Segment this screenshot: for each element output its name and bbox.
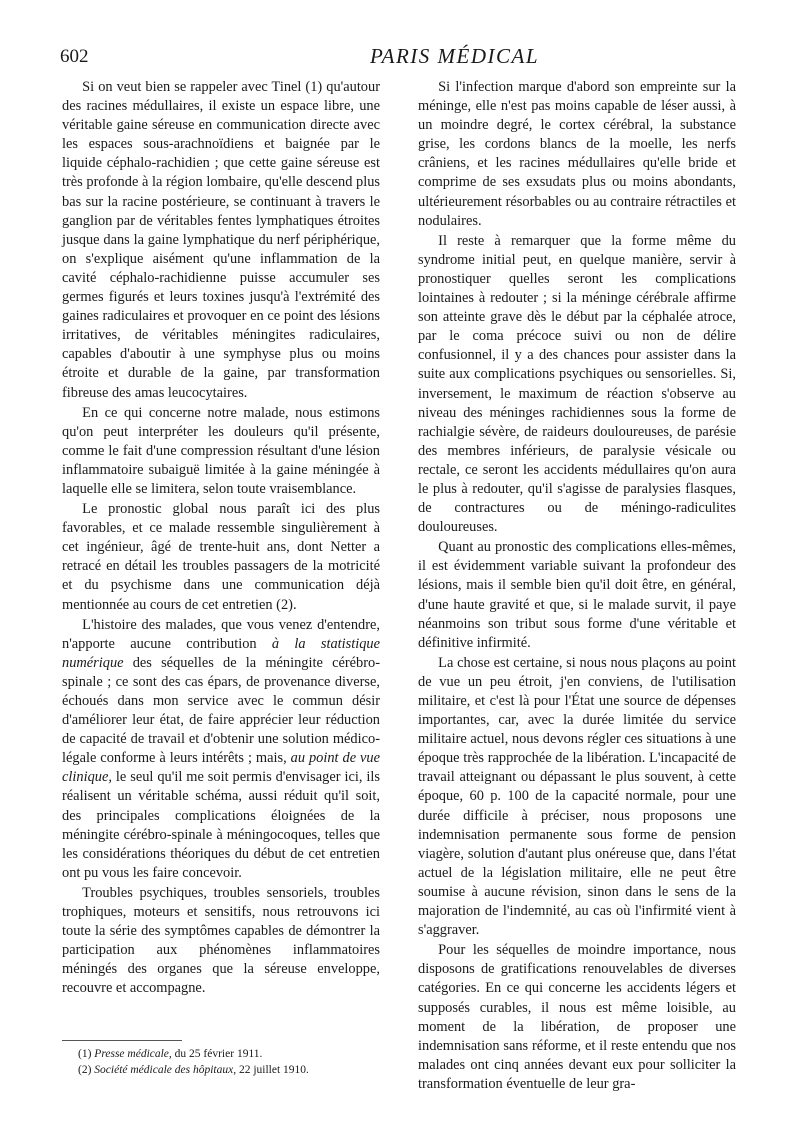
footnote-number: (2) [78,1064,92,1076]
footnote-date: 22 juillet 1910. [236,1064,309,1076]
footnotes [78,1046,378,1078]
paragraph [62,616,380,883]
footnote-divider [62,1040,182,1041]
footnote-date: du 25 février 1911. [171,1048,263,1060]
italic-phrase: au point de vue clinique, [62,750,380,786]
footnote-source: Presse médicale, [94,1048,172,1060]
page-header [60,40,740,70]
paragraph: Si on veut bien se rappeler avec Tinel (1) qu'autour des racines médullaires, il existe un espace libre, une véritable gaine séreuse en communication directe avec les espaces sous-arachnoïdiens et baignée par le liquide céphalo-rachidien ; que cette gaine séreuse est très profonde à la région lombaire, qu'elle descend plus bas sur la racine postérieure, se continuant à travers le ganglion par de véritables fentes lymphatiques étroites jusque dans la gaine lymphatique du nerf périphérique, on s'explique aisément qu'une inflammation de la cavité céphalo-rachidienne puisse accumuler ses germes figurés et leurs toxines jusqu'à l'extrémité des gaines radiculaires et provoquer en ce point des lésions irritatives, de véritables méningites radiculaires, capables d'aboutir à une symphyse plus ou moins étroite et durable de la gaine, par transformation fibreuse des amas leucocytaires. [62,79,380,401]
text-run: le seul qu'il me soit permis d'envisager ici, ils réalisent un véritable schéma, aussi réduit qu'il soit, des principales complications éloignées de la méningite cérébro-spinale à méningocoques, telles que les considérations théoriques du début de cet entretien ont pu vous les faire concevoir. [62,769,380,881]
footnote [78,1046,378,1062]
italic-phrase: à la statistique numérique [62,635,381,671]
footnote [78,1062,378,1078]
text-run: des séquelles de la méningite cérébro-spinale ; ce sont des cas épars, de provenance diverse, échoués dans mon service avec le commun désir d'améliorer leur état, de faire apprécier leur réduction de capacité de travail et d'obtenir une solution médico-légale conforme à leurs intérêts ; mais, [62,654,380,767]
footnote-number: (1) [78,1048,92,1060]
paragraph: La chose est certaine, si nous nous plaçons au point de vue un peu étroit, j'en conviens, de l'utilisation militaire, et c'est là pour l'État une source de dépenses importantes, car, avec la durée limitée du service militaire actuel, nous devons régler ces situations à une époque très rapprochée de la libération. L'incapacité de travail atteignant ou dépassant le plus souvent, à cette époque, 60 p. 100 de la capacité normale, pour une durée difficile à préciser, nous proposons une indemnisation permanente sous forme de pension viagère, solution d'autant plus onéreuse que, dans l'état actuel de la législation militaire, elle ne peut être soumise à aucune révision, sinon dans le sens de la majoration de l'indemnité, au cas où l'infirmité vient à s'aggraver. [418,654,736,939]
page-number: 602 [60,46,89,67]
paragraph: Troubles psychiques, troubles sensoriels, troubles trophiques, moteurs et sensitifs, nous retrouvons ici toute la série des symptômes capables de démontrer la participation aux phénomènes inflammatoires méningés des organes que la séreuse enveloppe, recouvre et accompagne. [62,884,380,997]
paragraph: En ce qui concerne notre malade, nous estimons qu'on peut interpréter les douleurs qu'il présente, comme le fait d'une compression résultant d'une lésion inflammatoire subaiguë limitée à la gaine méningée à laquelle elle se limitera, selon toute vraisemblance. [62,404,380,497]
paragraph: Pour les séquelles de moindre importance, nous disposons de gratifications renouvelables de diverses catégories. En ce qui concerne les accidents légers et supposés curables, il nous est même loisible, au moment de la libération, de proposer une indemnisation sans réforme, et il reste entendu que nos malades ont cinq années devant eux pour solliciter la transformation éventuelle de leur gra- [418,942,736,1092]
paragraph: Le pronostic global nous paraît ici des plus favorables, et ce malade ressemble singulièrement à cet ingénieur, âgé de trente-huit ans, dont Netter a retracé en détail les troubles passagers de la motricité et du psychisme dans une communication déjà mentionnée au cours de cet entretien (2). [62,501,380,613]
text-run: L'histoire des malades, que vous venez d'entendre, n'apporte aucune contribution [62,616,380,652]
paragraph: Si l'infection marque d'abord son empreinte sur la méninge, elle n'est pas moins capable de léser aussi, à un moindre degré, le cortex cérébral, la substance grise, les cordons blancs de la moelle, les nerfs crâniens, et les racines médullaires qu'elle bride et comprime de ses exsudats plus ou moins abondants, ultérieurement résorbables ou au contraire rétractiles et nodulaires. [418,79,736,229]
right-column [418,78,736,1094]
paragraph: Quant au pronostic des complications elles-mêmes, il est évidemment variable suivant la profondeur des lésions, mais il semble bien qu'il doit être, en général, d'une haute gravité et que, si le malade survit, il paye néanmoins son tribut sous forme d'une véritable et définitive infirmité. [418,539,736,651]
left-column [62,78,380,999]
running-title: PARIS MÉDICAL [370,44,540,68]
paragraph: Il reste à remarquer que la forme même du syndrome initial peut, en quelque manière, servir à pronostiquer quelles seront les complications lointaines à redouter ; si la méninge cérébrale affirme son atteinte grave dès le début par la céphalée atroce, par le coma précoce suivi ou non de délire confusionnel, il y a des chances pour assister dans la suite aux complications psychiques ou sensorielles. Si, inversement, le maximum de réaction s'observe au niveau des méninges rachidiennes sous la forme de rachialgie sévère, de raideurs douloureuses, de parésie des membres inférieurs, de paralysie vésicale ou rectale, ce seront les accidents médullaires qu'on aura le plus à redouter, qu'il s'agisse de paralysies flasques, de contractures ou de méningo-radiculites douloureuses. [418,232,736,536]
footnote-source: Société médicale des hôpitaux, [94,1064,237,1076]
